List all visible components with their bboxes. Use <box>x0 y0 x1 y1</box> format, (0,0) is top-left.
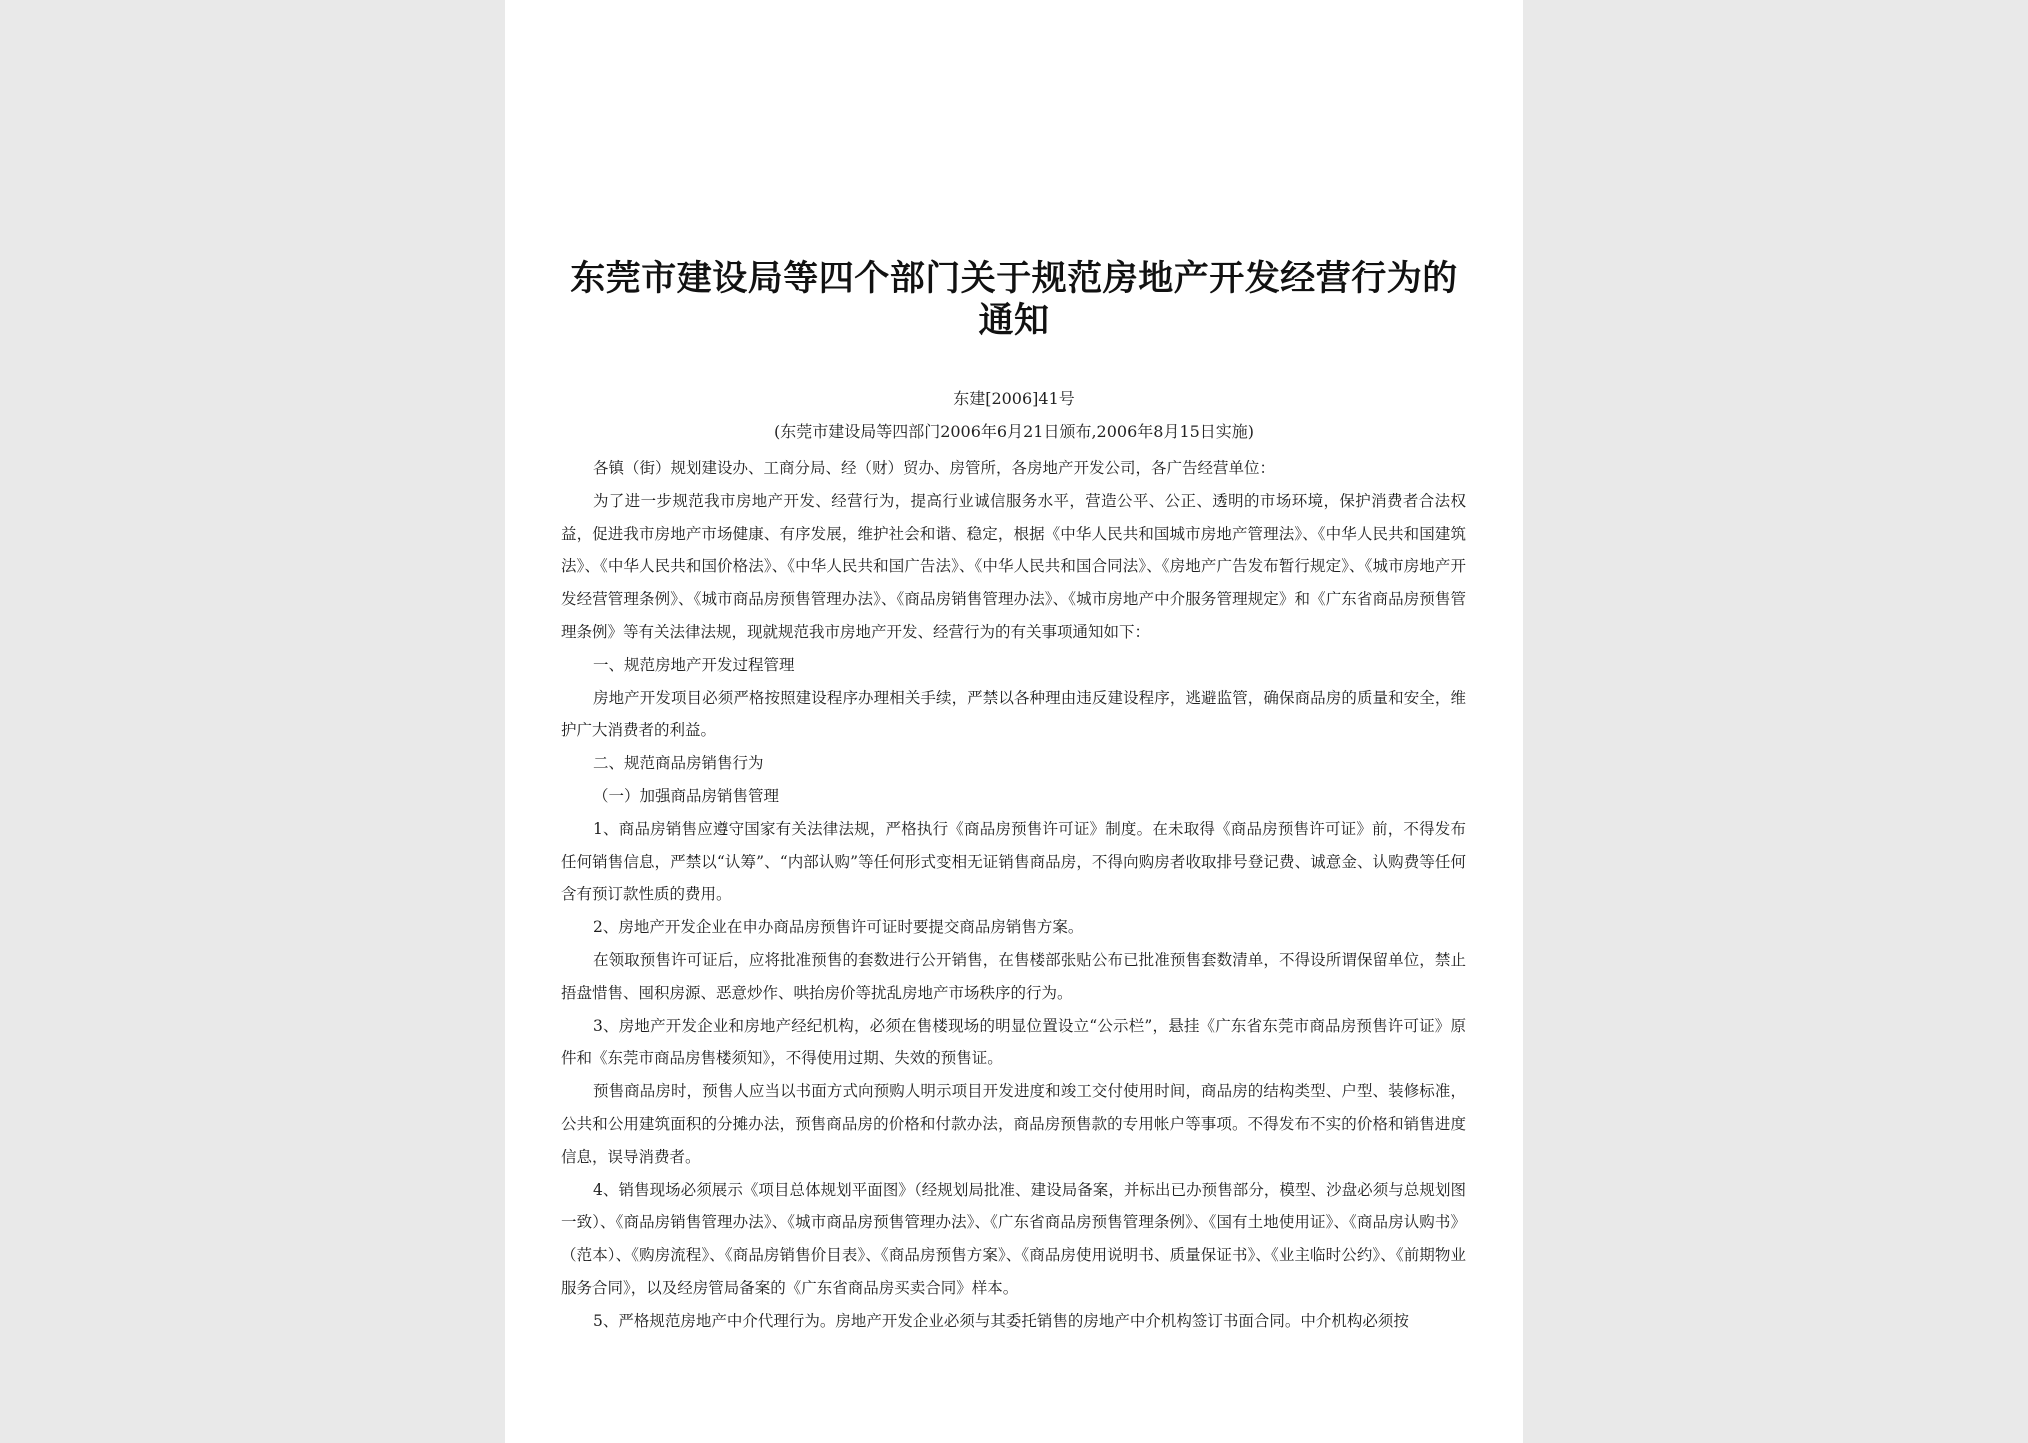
paragraph: 5、严格规范房地产中介代理行为。房地产开发企业必须与其委托销售的房地产中介机构签订书面合同。中介机构必须按 <box>593 1311 1409 1330</box>
section-heading: 一、规范房地产开发过程管理 <box>593 655 795 674</box>
paragraph: 在领取预售许可证后，应将批准预售的套数进行公开销售，在售楼部张贴公布已批准预售套数清单，不得设所谓保留单位，禁止捂盘惜售、囤积房源、恶意炒作、哄抬房价等扰乱房地产市场秩序的行为。 <box>561 950 1466 1002</box>
paragraph-addressees: 各镇（街）规划建设办、工商分局、经（财）贸办、房管所，各房地产开发公司，各广告经营单位： <box>593 459 1276 477</box>
document-page <box>505 0 1523 1443</box>
paragraph: 2、房地产开发企业在申办商品房预售许可证时要提交商品房销售方案。 <box>593 918 1084 937</box>
document-number: 东建[2006]41号 <box>953 389 1075 408</box>
subsection-heading: （一）加强商品房销售管理 <box>593 786 780 805</box>
paragraph: 4、销售现场必须展示《项目总体规划平面图》（经规划局批准、建设局备案，并标出已办预售部分，模型、沙盘必须与总规划图一致）、《商品房销售管理办法》、《城市商品房预售管理办法》、《广东省商品房预售管理条例》、《国有土地使用证》、《商品房认购书》（范本）、《购房流程》、《商品房销售价目表》、《商品房预售方案》、《商品房使用说明书、质量保证书》、《业主临时公约》、《前期物业服务合同》，以及经房管局备案的《广东省商品房买卖合同》样本。 <box>561 1180 1466 1297</box>
paragraph: 1、商品房销售应遵守国家有关法律法规，严格执行《商品房预售许可证》制度。在未取得《商品房预售许可证》前，不得发布任何销售信息，严禁以“认筹”、“内部认购”等任何形式变相无证销售商品房，不得向购房者收取排号登记费、诚意金、认购费等任何含有预订款性质的费用。 <box>561 819 1466 904</box>
paragraph-preamble: 为了进一步规范我市房地产开发、经营行为，提高行业诚信服务水平，营造公平、公正、透明的市场环境，保护消费者合法权益，促进我市房地产市场健康、有序发展，维护社会和谐、稳定，根据《中华人民共和国城市房地产管理法》、《中华人民共和国建筑法》、《中华人民共和国价格法》、《中华人民共和国广告法》、《中华人民共和国合同法》、《房地产广告发布暂行规定》、《城市房地产开发经营管理条例》、《城市商品房预售管理办法》、《商品房销售管理办法》、《城市房地产中介服务管理规定》和《广东省商品房预售管理条例》等有关法律法规，现就规范我市房地产开发、经营行为的有关事项通知如下： <box>561 491 1466 641</box>
document-title: 东莞市建设局等四个部门关于规范房地产开发经营行为的通知 <box>570 258 1458 341</box>
document-body <box>561 452 1466 1338</box>
paragraph: 预售商品房时，预售人应当以书面方式向预购人明示项目开发进度和竣工交付使用时间，商品房的结构类型、户型、装修标准，公共和公用建筑面积的分摊办法，预售商品房的价格和付款办法，商品房预售款的专用帐户等事项。不得发布不实的价格和销售进度信息，误导消费者。 <box>561 1082 1466 1166</box>
document-issue-info: (东莞市建设局等四部门2006年6月21日颁布,2006年8月15日实施) <box>773 422 1255 441</box>
section-heading: 二、规范商品房销售行为 <box>593 754 764 773</box>
paragraph: 3、房地产开发企业和房地产经纪机构，必须在售楼现场的明显位置设立“公示栏”，悬挂《广东省东莞市商品房预售许可证》原件和《东莞市商品房售楼须知》，不得使用过期、失效的预售证。 <box>561 1016 1466 1068</box>
paragraph: 房地产开发项目必须严格按照建设程序办理相关手续，严禁以各种理由违反建设程序，逃避监管，确保商品房的质量和安全，维护广大消费者的利益。 <box>561 688 1466 740</box>
